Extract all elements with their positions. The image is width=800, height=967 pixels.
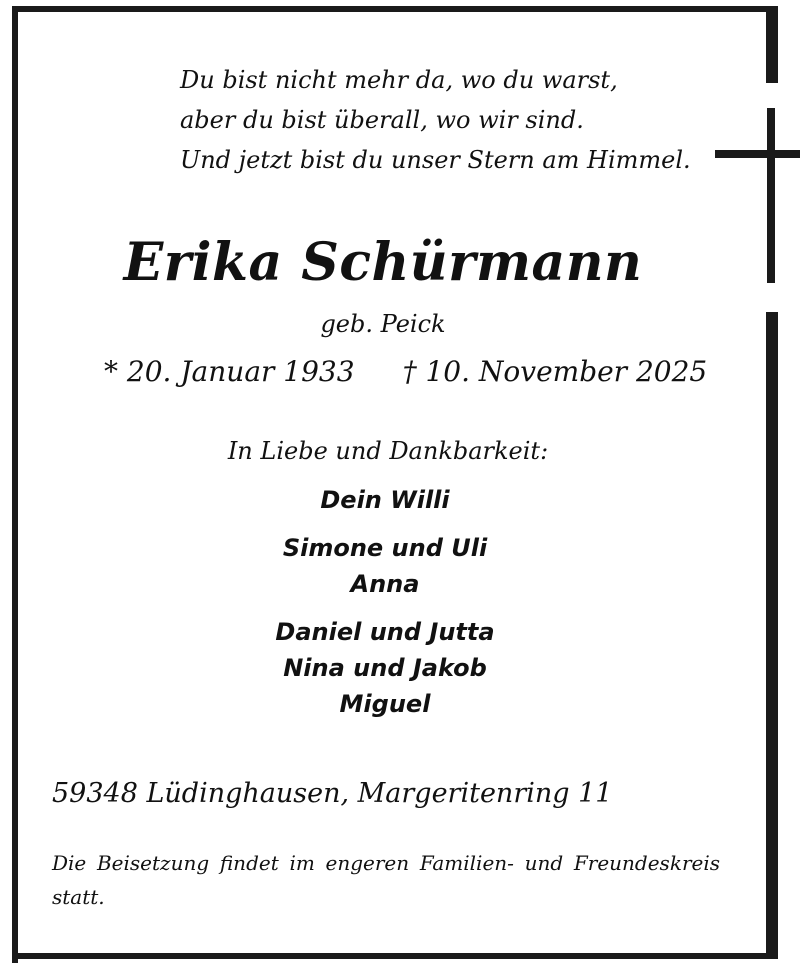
mourner-name: Daniel und Jutta [275,618,495,646]
deceased-name: Erika Schürmann [123,232,643,293]
mourner-name: Nina und Jakob [283,654,487,682]
family-address: 59348 Lüdinghausen, Margeritenring 11 [52,778,613,809]
burial-notice: Die Beisetzung findet im engeren Familien- und Freundeskreis statt. [52,851,720,909]
verse-line: aber du bist überall, wo wir sind. [180,106,584,134]
border-bottom [12,953,778,959]
thanks-line: In Liebe und Dankbarkeit: [227,437,549,465]
border-right-upper [766,6,778,83]
life-dates [104,355,707,388]
cross-horizontal-bar [715,150,800,158]
mourner-name: Miguel [339,690,431,718]
cross-vertical-bar [767,108,775,283]
birth-date: * 20. Januar 1933 [104,355,355,388]
mourner-group [0,614,770,722]
mourner-name: Anna [350,570,420,598]
mourner-name: Dein Willi [320,486,450,514]
mourners-list [0,482,770,734]
mourner-group [0,482,770,518]
verse-line: Du bist nicht mehr da, wo du warst, [180,66,618,94]
maiden-name: geb. Peick [320,310,446,338]
verse-line: Und jetzt bist du unser Stern am Himmel. [180,146,691,174]
border-top [12,6,778,12]
memorial-verse [180,60,691,180]
mourner-group [0,530,770,602]
death-date: † 10. November 2025 [402,355,708,388]
mourner-name: Simone und Uli [282,534,488,562]
